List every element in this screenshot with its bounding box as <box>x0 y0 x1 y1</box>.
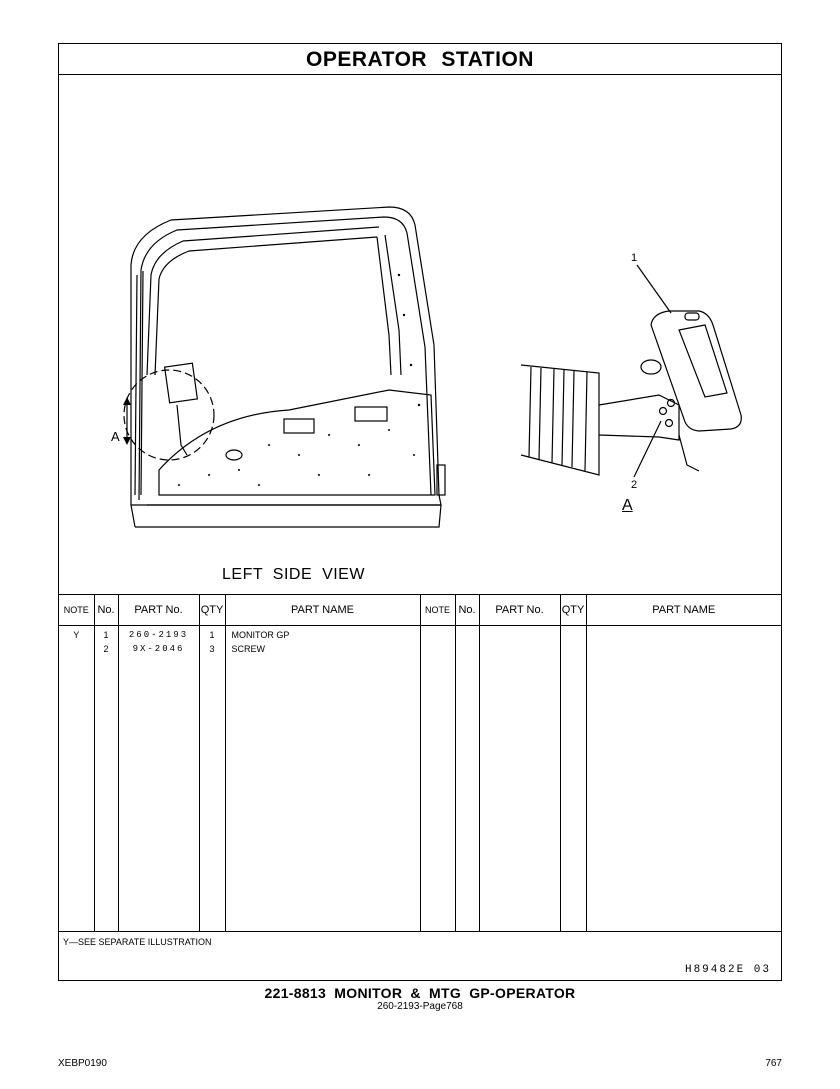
part-name-column <box>225 626 420 932</box>
callout-1: 1 <box>631 252 638 264</box>
callout-2: 2 <box>631 479 638 491</box>
qty-column <box>199 626 225 932</box>
header-part-no: PART No. <box>118 595 199 626</box>
page-frame <box>58 43 782 981</box>
header-note: NOTE <box>59 595 94 626</box>
part-name-cell: MONITOR GP <box>231 630 290 640</box>
parts-table <box>59 594 781 931</box>
detail-bubble-label: A <box>111 429 120 444</box>
parts-illustration <box>59 75 781 635</box>
group-title: 221-8813 MONITOR & MTG GP-OPERATOR <box>264 985 576 1001</box>
header-part-name-2: PART NAME <box>586 595 781 626</box>
table-body <box>59 626 781 932</box>
no-cell: 2 <box>103 644 109 654</box>
no-column <box>94 626 118 932</box>
header-no-2: No. <box>455 595 479 626</box>
header-no: No. <box>94 595 118 626</box>
cab-drawing <box>59 75 781 635</box>
part-no-column-2 <box>479 626 560 932</box>
part-no-cell: 260-2193 <box>128 630 189 640</box>
header-part-name: PART NAME <box>225 595 420 626</box>
no-cell: 1 <box>103 630 109 640</box>
page-title: OPERATOR STATION <box>59 44 781 75</box>
page-number: 767 <box>765 1058 782 1069</box>
qty-cell: 1 <box>209 630 215 640</box>
note-cell: Y <box>73 630 80 640</box>
note-column <box>59 626 94 932</box>
header-qty: QTY <box>199 595 225 626</box>
section-label: A <box>622 497 633 514</box>
note-column-2 <box>420 626 455 932</box>
document-code: XEBP0190 <box>58 1058 107 1069</box>
view-label: LEFT SIDE VIEW <box>222 566 365 583</box>
no-column-2 <box>455 626 479 932</box>
part-name-column-2 <box>586 626 781 932</box>
qty-cell: 3 <box>209 644 215 654</box>
illustration-code: H89482E 03 <box>684 964 771 976</box>
table-header-row <box>59 595 781 626</box>
table-footer <box>59 931 781 980</box>
group-subtitle: 260-2193-Page768 <box>377 1001 463 1012</box>
header-qty-2: QTY <box>560 595 586 626</box>
part-no-cell: 9X-2046 <box>132 644 185 654</box>
part-no-column <box>118 626 199 932</box>
header-note-2: NOTE <box>420 595 455 626</box>
footnote: Y—SEE SEPARATE ILLUSTRATION <box>63 937 212 947</box>
qty-column-2 <box>560 626 586 932</box>
part-name-cell: SCREW <box>231 644 265 654</box>
header-part-no-2: PART No. <box>479 595 560 626</box>
